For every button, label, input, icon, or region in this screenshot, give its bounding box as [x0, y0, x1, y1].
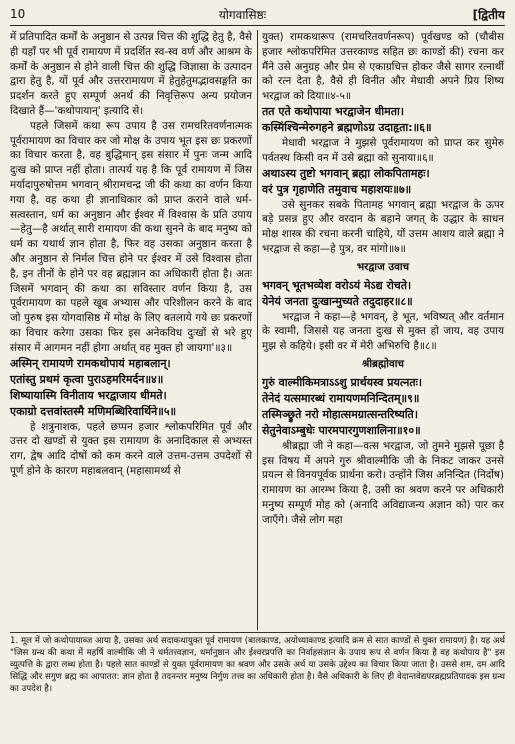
running-title: योगवासिष्ठः: [218, 7, 267, 22]
commentary-paragraph: पहले जिसमें कथा रूप उपाय है उस रामचरितवर्णनात्मक पूर्वरामायण का विचार कर जो मोक्ष के उपाय भूत इस छः प्रकरणों का विचार करता है, वह बुद्धिमान् इस संसार में पुनः जन्म आदि दुःख को प्राप्त नहीं होता। तात्पर्य यह है कि पूर्व रामायण में जिस मर्यादापुरुषोत्तम भगवान् श्रीरामचन्द्र जी की कथा का वर्णन किया गया है, वह कथा ही ज्ञानाधिकार को प्राप्त कराने वाले धर्म-सत्वस्तान, धर्म का अनुष्ठान और ईश्वर में विश्वास के प्रति उपाय—हेतु—है अर्थात् सारी रामायण की कथा सुनने के बाद मनुष्य को धर्म का यथार्थ ज्ञान होता है, फिर वह उसका अनुष्ठान करता है और अनुष्ठान से निर्मल चित्त होने पर ईश्वर में उसे विश्वास होता है, इन तीनों के होने पर वह ब्रह्मज्ञान का अधिकारी होता है। अतः जिसमें भगवान् की कथा का सविस्तार वर्णन किया है, उस पूर्वरामायण का पहले खूब अभ्यास और परिशीलन करने के बाद जो पुरुष इस योगवासिष्ठ में मोक्ष के लिए बतलाये गये छः प्रकरणों का विचार करेगा उसका फिर इस अनेकविध दुःखों से भरे हुए संसार में आगमन नहीं होगा अर्थात् वह मुक्त हो जायगा'॥३॥: [10, 119, 252, 354]
left-column: [10, 30, 252, 479]
footnote: 1. मूल में जो कथोपायाब्ज आया है, उसका अर्थ सदाकथायुक्त पूर्व रामायण (बालकाण्ड, अयोध्याकाण्ड इत्यादि क्रम से सात काण्डों से युक्त रामायण) है। यह अर्थ "जिस ग्रन्थ की कथा में महर्षि वाल्मीकि जी ने धर्मतत्त्वज्ञान, धर्मानुष्ठान और ईश्वरप्रपत्ति का निर्वाहसंज्ञान के उपाय रूप से वर्णन किया है वह कथोपाय है" इस व्युत्पत्ति के द्वारा लब्ध होता है। पहले सात काण्डों से युक्त पूर्वरामायण का श्रवण और उसके अर्थ या उसके उद्देश्य का विचार किया जाता है। उससे शम, दम आदि सिद्धि और सगुण ब्रह्म का आपातत: ज्ञान होता है तदनन्तर मनुष्य निर्गुण तत्त्व का अधिकारी होता है। वैसे अधिकारी के लिए ही वेदान्तवेद्यपरब्रह्मप्रतिपादक इस ग्रन्थ का उपदेश है।: [10, 636, 505, 694]
sanskrit-verse: तत एते कथोपाया भरद्वाजेन धीमता। कस्मिंश्चिन्मेरुगहने ब्रह्मणोऽग्र उदाहृता:॥६॥: [262, 104, 432, 134]
page-number: 10: [10, 7, 26, 21]
two-column-body: [10, 30, 505, 630]
sanskrit-verse: अस्मिन् रामायणे रामकथोपायं महाबलान्। एतांस्तु प्रथमं कृत्वा पुराऽहमरिमर्दन॥४॥ शिष्यायास्मि विनीताय भरद्वाजाय धीमते। एकाग्रो दत्तवांस्तस्मै मणिमब्धिरिवार्थिने॥५॥: [10, 356, 177, 418]
commentary-paragraph: मेधावी भरद्वाज ने मुझसे पूर्वरामायण को प्राप्त कर सुमेरु पर्वतस्थ किसी वन में उसे ब्रह्मा को सुनाया॥६॥: [262, 136, 504, 164]
sanskrit-verse: भगवन् भूतभव्येश वरोऽयं मेऽद्य रोचते। येनेयं जनता दुःखान्मुच्यते तदुदाहर॥८॥: [262, 278, 413, 308]
commentary-paragraph: युक्त) रामकथारूप (रामचरितवर्णनरूप) पूर्वखण्ड को (चौबीस हजार श्लोकपरिमित उत्तरकाण्ड सहित छः काण्डों की) रचना कर मैंने उसे अनुग्रह और प्रेम से एकाग्रचित्त होकर जैसे सागर रत्नार्थी को रत्न देता है, वैसे ही विनीत और मेधावी अपने प्रिय शिष्य भरद्वाज को दिया॥४-५॥: [262, 31, 504, 103]
commentary-paragraph: उसे सुनकर सबके पितामह भगवान् ब्रह्मा भरद्वाज के ऊपर बड़े प्रसन्न हुए और वरदान के बहाने जगत् के उद्धार के साधन मोक्ष शास्त्र की रचना करनी चाहिये, यों उत्तम आशय वाले ब्रह्मा ने भरद्वाज से कहा—हे पुत्र, वर मांगो॥७॥: [262, 198, 504, 255]
right-column: [262, 30, 504, 528]
sanskrit-verse: गुरुं वाल्मीकिमत्राऽऽशु प्रार्थयस्व प्रयत्नतः। तेनेदं यत्समारब्धं रामायणमनिन्दितम्॥९॥ तस्मिञ्छ्रुते नरो मोहात्समग्रात्सन्तरिष्यति। सेतुनेवाऽम्बुधेः पारमपारगुणशालिना॥१०॥: [262, 375, 423, 437]
speaker-heading: भरद्वाज उवाच: [356, 260, 410, 273]
footnote-divider: [10, 632, 505, 633]
commentary-paragraph: भरद्वाज ने कहा—हे भगवन्, हे भूत, भविष्यत् और वर्तमान के स्वामी, जिससे यह जनता दुःख से मुक्त हो जाय, वह उपाय मुझ से कहिये। इसी वर में मेरी अभिरुचि है॥८॥: [262, 310, 504, 353]
page-header: [10, 6, 505, 26]
page: [10, 6, 505, 738]
commentary-paragraph: में प्रतिपादित कर्मों के अनुष्ठान से उत्पन्न चित्त की शुद्धि हेतु है, वैसे ही यहाँ पर भी पूर्व रामायण में प्रदर्शित स्व-स्व वर्ण और आश्रम के कर्मों के अनुष्ठान से होने वाली चित्त की शुद्धि जिज्ञासा के उत्पादन द्वारा हेतु है, यों पूर्व और उत्तररामायण में हेतुहेतुमद्भावसङ्गति का प्रदर्शन करते हुए सम्पूर्ण अनर्थ की निवृत्तिरूप अन्य प्रयोजन दिखाते हैं—'कथोपायान्' इत्यादि से।: [10, 31, 252, 117]
commentary-paragraph: हे शत्रुनाशक, पहले छप्पन हजार श्लोकपरिमित पूर्व और उत्तर दो खण्डों से युक्त इस रामायण के अनादिकाल से अभ्यस्त राग, द्वेष आदि दोषों को कम करने वाले उत्तम-उत्तम उपदेशों से पूर्ण होने के कारण महाबलवान् (महासामर्थ्य से: [10, 420, 252, 477]
commentary-paragraph: श्रीब्रह्मा जी ने कहा—वत्स भरद्वाज, जो तुमने मुझसे पूछा है इस विषय में अपने गुरु श्रीवाल्मीकि जी के निकट जाकर उनसे प्रयत्न से विनयपूर्वक प्रार्थना करो। उन्होंने जिस अनिन्दित (निर्दोष) रामायण का आरम्भ किया है, उसी का श्रवण करने पर अधिकारी मनुष्य सम्पूर्ण मोह को (अनादि अविद्याजन्य अज्ञान को) पार कर जाएँगे। जैसे लोग महा: [262, 439, 504, 526]
speaker-heading: श्रीब्रह्मोवाच: [361, 357, 405, 370]
section-label: [द्वितीय: [472, 7, 505, 22]
sanskrit-verse: अथाऽस्य तुष्टो भगवान् ब्रह्मा लोकपितामहः। वरं पुत्र गृहाणेति तमुवाच महाशयः॥७॥: [262, 166, 430, 196]
